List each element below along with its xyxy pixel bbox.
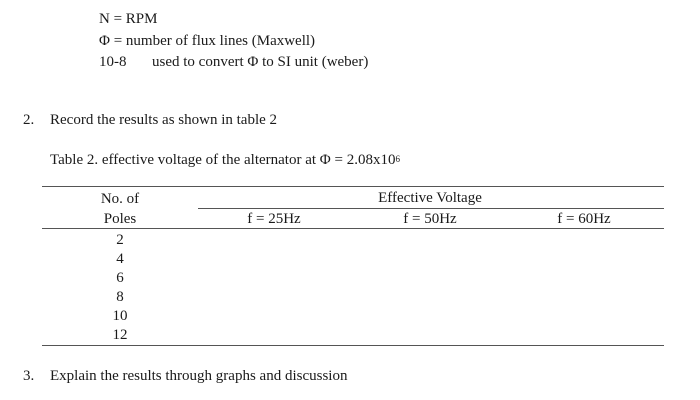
definition-n-rpm: N = RPM [99, 11, 158, 27]
definition-phi-flux: Φ = number of flux lines (Maxwell) [99, 33, 316, 49]
table-bottom-rule [42, 345, 664, 346]
table-caption-exponent: 6 [395, 154, 400, 164]
table-header-rule [42, 228, 664, 229]
table-row-poles: 2 [116, 232, 124, 248]
table-row-poles: 4 [116, 251, 124, 267]
table-row-poles: 6 [116, 270, 124, 286]
table-top-rule [42, 186, 664, 187]
step-3-number: 3. [23, 368, 35, 384]
definition-conversion-description: used to convert Φ to SI unit (weber) [152, 54, 369, 70]
header-f-50hz: f = 50Hz [403, 211, 457, 227]
header-poles-line2: Poles [103, 211, 137, 227]
header-effective-voltage: Effective Voltage [378, 190, 482, 206]
table-caption-text: Table 2. effective voltage of the alternator at Φ = 2.08x10 [50, 152, 396, 168]
table-row-poles: 12 [112, 327, 128, 343]
step-3-text: Explain the results through graphs and discussion [50, 368, 348, 384]
header-f-60hz: f = 60Hz [557, 211, 611, 227]
table-row-poles: 10 [112, 308, 128, 324]
table-caption [50, 151, 400, 170]
header-f-25hz: f = 25Hz [247, 211, 301, 227]
definition-conversion-code: 10-8 [99, 54, 127, 70]
header-poles-line1: No. of [100, 191, 140, 207]
effective-voltage-rule [198, 208, 664, 209]
step-2-number: 2. [23, 112, 35, 128]
step-2-text: Record the results as shown in table 2 [50, 112, 278, 128]
table-row-poles: 8 [116, 289, 124, 305]
